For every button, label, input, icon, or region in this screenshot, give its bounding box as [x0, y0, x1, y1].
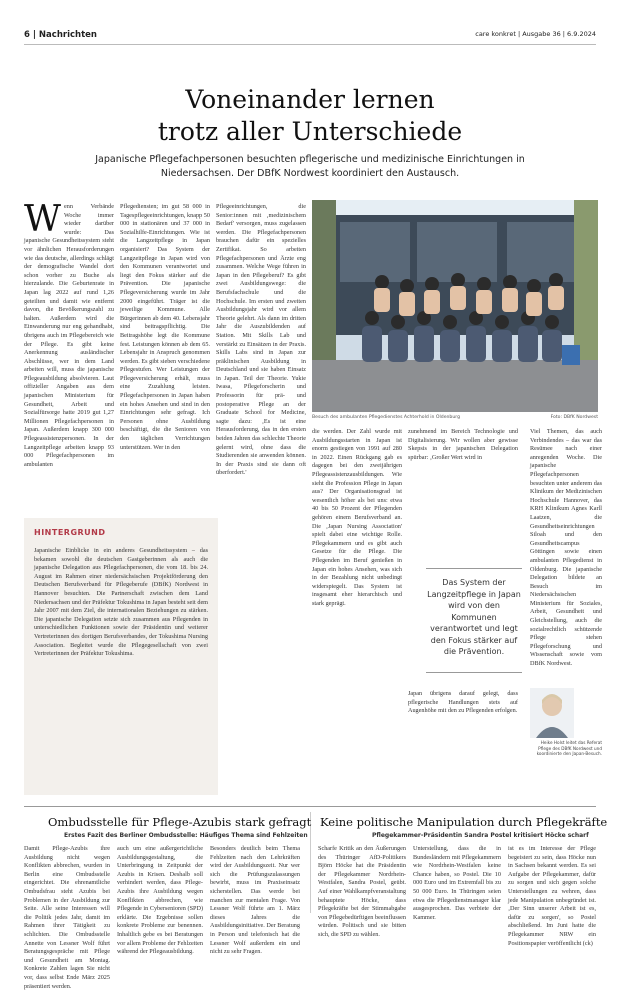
section-label: 6 | Nachrichten [24, 30, 97, 40]
lead-text: Japanische Pflegefachpersonen besuchten pflegerische und medizinische Einrichtungen in Niedersachsen. Der DBfK Nordwest koordiniert den Austausch. [95, 154, 525, 179]
article-column-5: zunehmend im Bereich Technologie und Digitalisierung. Wir wollen aber gewisse Skepsis in der japanischen Delegation spürbar: ‚Großer Wert wird in [408, 428, 518, 461]
article-column-1 [24, 199, 114, 503]
article-text: enn Verbände Woche immer wieder darüber wurde: Das japanische Gesundheitssystem steht vor ähnlichen Herausforderungen wie das deutsche, allerdings schlägt der demografische Wandel dort schon vorher zu Buche als hierzulande. Die Geburtenrate in Japan lag 2022 auf rund 1,26 geteilten und damit wie entfernt davon, die Bevölkerungszahl zu halten. Außerdem wird die Einwanderung nur eng gehandhabt, übrigens auch im Pflegebereich wie der Pflege. Es gibt keine Anerkennung ausländischer Abschlüsse, wer in dem Land arbeiten will, muss die japanische Pflegeausbildung absolvieren. Laut offizieller Angaben aus dem japanischen Ministerium für Gesundheit, Arbeit und Sozialfürsorge hatte 2019 gut 1,27 Millionen Pflegefachpersonen in Japan. Außerdem knapp 300 000 Pflegeassistenzpersonen. In der Langzeitpflege arbeiten knapp 93 000 Pflegefachpersonen im ambulanten [24, 203, 114, 468]
article-column-2: Pflegediensten; im gut 58 000 in Tagespflegeeinrichtungen, knapp 50 000 in stationären und 37 000 in Sozialhilfe-Einrichtungen. Wie ist die Langzeitpflege in Japan organisiert? Das System der Langzeitpflege in Japan wird von den Kommunen verantwortet und liegt den Fokus stärker auf die Prävention. Die japanische Pflegeversicherung wurde im Jahr 2000 eingeführt. Träger ist die jeweilige Kommune. Alle Bürgerinnen ab dem 40. Lebensjahr sind beitragspflichtig. Die Beitragshöhe legt die Kommune fest. Leistungen können ab dem 65. Lebensjahr in Anspruch genommen werden. Es gibt sieben verschiedene Pflegestufen. Wer Leistungen der Pflegeversicherung erhält, muss eine Zuzahlung leisten. Pflegefachpersonen in Japan haben ein hohes Ansehen und sind in den Einrichtungen sehr gefragt. Ich Personen ohne Ausbildung beschäftigt, die die Senioren von den täglichen Verrichtungen unterstützen. Wer in den [120, 203, 210, 451]
story2-column-3: Besonders deutlich beim Thema Fehlzeiten nach den Lehrkräften wird der Ausbildungszeit. Nur wer sich die Prüfungszulassungen bewirbt, muss im Praxiseinsatz sicherstellen. Das werde bei manchen zur mentalen Frage. Von Lessner Wolf führte am 1. März dieses Jahres die Ausbildungsinitiative. Der Beratung in Person und telefonisch hat die Lessner Wolf außerdem ein und nicht zu sehr Fragen. [210, 845, 300, 956]
group-photo [312, 200, 598, 412]
quote-rule-bottom [426, 672, 522, 673]
background-box [24, 518, 218, 795]
photo-caption [312, 415, 598, 420]
story3-subhead: Pflegekammer-Präsidentin Sandra Postel kritisiert Höcke scharf [372, 832, 589, 839]
story3-column-1: Scharfe Kritik an den Äußerungen des Thüringer AfD-Politikers Björn Höcke hat die Präsidentin der Pflegekammer Nordrhein-Westfalen, Sandra Postel, geübt. Auf einer Wahlkampfveranstaltung behauptete Höcke, dass Pflegekräfte bei der Stimmabgabe von Pflegebedürftigen beeinflussen würden. Politisch und sie bitten sich, die SPD zu wählen. [318, 845, 406, 938]
caption-text: Besuch des ambulanten Pflegedienstes Achterhold in Oldenburg [312, 415, 460, 420]
issue-info: care konkret | Ausgabe 36 | 6.9.2024 [475, 30, 596, 38]
masthead [24, 30, 596, 44]
article-column-6: Viel Themen, das auch Verbindendes – das war das Resümee nach einer anregenden Woche. Die japanische Pflegefachpersonen besuchten unter anderem das Klinikum der Medizinischen Hochschule Hannover, das KRH Klinikum Agnes Karll Laatzen, die Gesundheitseinrichtungen Siloah und den Gesundheitscampus Göttingen sowie einen ambulanten Pflegedienst in Oldenburg. Die japanische Delegation bildete an Besuch im Niedersächsischen Ministerium für Soziales, Arbeit, Gesundheit und Gleichstellung, auch die sozialrechtlich schützende Pflege stehen Pflegeforschung und Wissenschaft sowie vom DBfK Nordwest. [530, 428, 602, 668]
quote-rule-top [426, 568, 522, 569]
author-caption: Heike Holst leitet das Referat Pflege des DBfK Nordwest und koordinierte den Japan-Besuch. [536, 740, 602, 757]
author-portrait [530, 688, 574, 738]
article-column-3: Pflegeeinrichtungen, die Senior:innen mit ‚medizinischem Bedarf' versorgen, muss zugelassen werden. Die Pflegefachpersonen brauchen dafür ein spezielles Zertifikat. So arbeiten Pflegefachpersonen und Ärzte eng zusammen. Welche Wege führen in Japan in den Pflegeberuf? Es gibt zwei Ausbildungswege: die Berufsfachschule und die Hochschule. Im ersten und zweiten Ausbildungsjahr wird vor allem Theorie gelehrt. Als dann im dritten Jahr die Auszubildenden auf Station. Mit Skills Lab und verstärkt zu Einsätzen in der Praxis. Skills Labs sind in Japan zur präklinischen Ausbildung in Deutschland und sie haben Einsatz in Japan. Teil der Theorie. Yukie Iwasa, Pflegeforscherin und Professorin für prä- und postoperative Pflege an der Graduate School for Medicine, sagte dazu: ‚Es ist eine Herausforderung, das in den ersten beiden Jahren das schlechte Theorie gelernt wird, ohne dass die Studierenden sie anwenden können. In der Praxis sind sie dann oft überfordert.' [216, 203, 306, 477]
story2-subhead: Erstes Fazit des Berliner Ombudsstelle: Häufiges Thema sind Fehlzeiten [64, 832, 308, 839]
background-text: Japanische Einblicke in ein anderes Gesundheitssystem – das bekamen sowohl die deutschen Gastgeberinnen als auch die japanische Delegation aus Pflegefachpersonen, die vom 18. bis 24. August im Rahmen einer niedersächsischen Projektförderung den Deutschen Berufsverband für Pflegeberufe (DBfK) Nordwest in Hannover besuchten. Die Partnerschaft zwischen dem Land Niedersachsen und der Präfektur Tokushima in Japan besteht seit dem Jahr 2007 mit dem Ziel, die internationalen Beziehungen zu stärken. Die japanische Delegation setzte sich zusammen aus Pflegenden in unterschiedlichen Funktionen sowie der Präsidentin und weiterer Vertreterinnen des dortigen Berufsverbandes, der Tokushima Nursing Association. Begleitet wurde die Pflegegesellschaft von zwei Vertreterinnen der Präfektur Tokushima. [34, 547, 208, 658]
article-column-5b: Japan übrigens darauf gelegt, dass pflegerische Handlungen stets auf Augenhöhe mit den zu Pflegenden erfolgen. [408, 690, 518, 715]
story3-column-3: ist es im Interesse der Pflege begeistert zu sein, dass Höcke nun in Sachsen bekannt werden. Es sei Aufgabe der Pflegekammer, dafür zu sorgen und sich gegen solche Unterstellungen zu wehren, dass jede Manipulation unbegründet ist. ‚Der Sinn unserer Arbeit ist es, dafür zu sorgen', so Postel abschließend. Im Juni hatte die Pflegekammer NRW ein Positionspapier veröffentlicht (ck) [508, 845, 596, 947]
pull-quote: Das System der Langzeitpflege in Japan wird von den Kommunen verantwortet und legt den Fokus stärker auf die Prävention. [427, 578, 521, 656]
story2-column-1: Damit Pflege-Azubis ihre Ausbildung nicht wegen Konflikten abbrechen, wurden in Berlin eine Ombudsstelle eingerichtet. Die ehrenamtliche Ombudsfrau steht Azubis bei Problemen in der Ausbildung zur Seite. Alle seine Interessen will die Politik jedes Jahr, damit im Rahmen ihrer Tätigkeit zu schlichten. Die Ombudsstelle Annette von Lessner Wolf führt Beratungsgespräche mit Pflege und Gesundheit am Montag. Konkrete Zahlen lagen Sie nicht vor, dass selbst Ende März 2025 präsentiert werden. [24, 845, 110, 990]
background-heading: HINTERGRUND [34, 528, 106, 537]
section-rule [24, 806, 596, 807]
story3-column-2: Unterstellung, dass die in Bundesländern mit Pflegekammern wie Nordrhein-Westfalen keine Chance haben, so Postel. Die 10 000 Euro und im Extremfall bis zu 50 000 Euro. In Thüringen seien etwa die Pflegedienstmanager klar ausgesprochen. Das verbiete der Kammer. [413, 845, 501, 921]
story3-headline: Keine politische Manipulation durch Pflegekräfte [320, 815, 608, 829]
headline-line-2: trotz aller Unterschiede [157, 117, 463, 146]
dropcap: W [24, 199, 62, 240]
headline-line-1: Voneinander lernen [185, 85, 435, 114]
masthead-rule [24, 44, 596, 45]
page-title [24, 84, 596, 148]
photo-credit: Foto: DBfK Nordwest [550, 415, 598, 420]
story2-column-2: auch um eine außergerichtliche Ausbildungsgestaltung, die Unterbringung in Zeitpunkt der Azubis in Krisen. Deshalb soll verhindert werden, dass Pflege-Azubis ihre Ausbildung wegen Konflikten abbrechen, wie Pflegende in Cybersenioren (SPD) erklärte. Die Ergebnisse sollen konkrete Probleme zur benennen. Inhaltlich gebe es bei Beratungen vor allem Probleme der Fehlzeiten während der Pflegeausbildung. [117, 845, 203, 956]
article-column-4: die werden. Der Zahl wurde mit Ausbildungsstarten in Japan ist enorm gestiegen von 1991 auf 280 in 2022. Einen Rückgang gab es dagegen bei den zweijährigen Pflegeassistenzausbildungen. Wie sieht die Profession Pflege in Japan aus? Der Organisationsgrad ist wesentlich höher als bei uns: etwa 40 bis 50 Prozent der Pflegenden gehören einem Berufsverband an. Die ‚Japan Nursing Association' spielt dabei eine wichtige Rolle. Pflegekammern und es gibt auch Gesetze für die Pflege. Die Pflegenden im Beruf genießen in Japan ein hohes Ansehen, was sich in der Bezahlung nicht unbedingt widerspiegelt. Das System ist insgesamt eher hierarchisch und stark geprägt. [312, 428, 402, 607]
story2-headline: Ombudsstelle für Pflege-Azubis stark gefragt [48, 815, 312, 829]
